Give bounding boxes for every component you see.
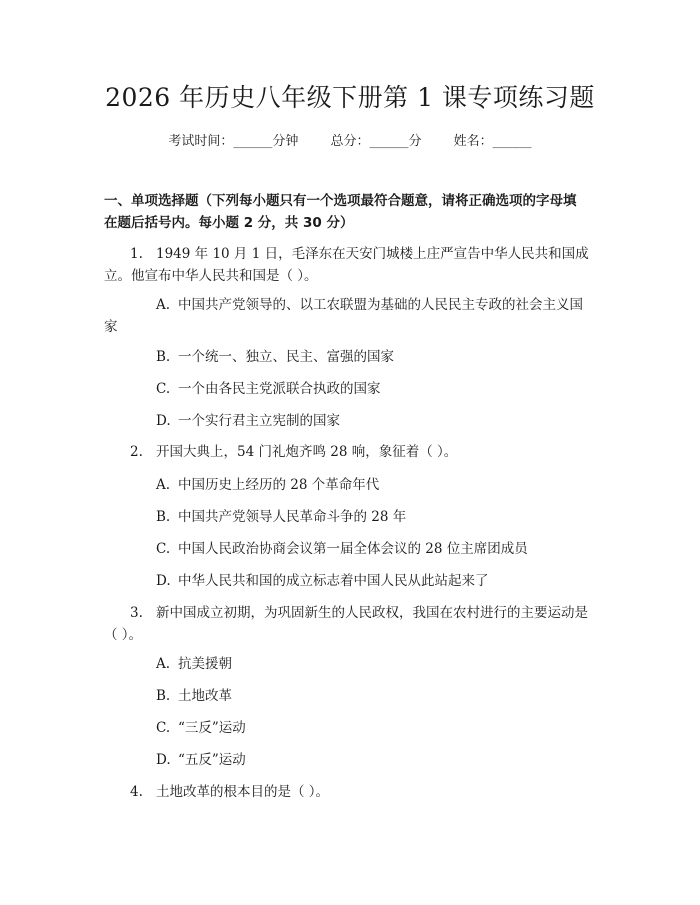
question-2-option-b [104, 506, 594, 528]
question-number: 3. [130, 605, 143, 621]
question-1-option-b [104, 346, 594, 368]
question-number: 1. [130, 246, 143, 262]
option-text: 中华人民共和国的成立标志着中国人民从此站起来了 [178, 573, 489, 589]
option-letter: A. [156, 477, 171, 493]
question-2-option-c [104, 538, 594, 560]
exam-time [168, 134, 298, 149]
option-letter: C. [156, 381, 171, 397]
section-heading-line1: 一、单项选择题（下列每小题只有一个选项最符合题意，请将正确选项的字母填 [104, 193, 577, 209]
score-label: 总分： [330, 134, 370, 149]
option-letter: D. [156, 573, 171, 589]
option-letter: D. [156, 413, 171, 429]
option-text: 中国人民政治协商会议第一届全体会议的 28 位主席团成员 [178, 541, 528, 557]
option-text: 一个实行君主立宪制的国家 [178, 413, 340, 429]
question-1-option-c [104, 378, 594, 400]
exam-name [454, 134, 532, 149]
exam-meta [0, 132, 700, 152]
option-letter: D. [156, 752, 171, 768]
question-3-option-b [104, 685, 594, 707]
name-label: 姓名： [453, 134, 493, 149]
option-letter: C. [156, 720, 171, 736]
name-blank: ______ [492, 134, 532, 149]
option-letter: B. [156, 688, 171, 704]
question-text-line1: 土地改革的根本目的是（ ）。 [156, 784, 330, 800]
question-text-line1: 开国大典上，54 门礼炮齐鸣 28 响，象征着（ ）。 [156, 444, 458, 460]
question-text-line1: 新中国成立初期，为巩固新生的人民政权，我国在农村进行的主要运动是 [156, 605, 588, 621]
exam-score [330, 134, 421, 149]
question-3-option-c [104, 717, 594, 739]
option-text: 中国共产党领导人民革命斗争的 28 年 [178, 509, 407, 525]
time-label: 考试时间： [168, 134, 234, 149]
option-letter: C. [156, 541, 171, 557]
question-number: 4. [130, 784, 143, 800]
time-unit: 分钟 [272, 134, 299, 149]
option-text: 抗美援朝 [178, 656, 232, 672]
question-number: 2. [130, 444, 143, 460]
question-2 [104, 441, 594, 463]
option-text: “三反”运动 [178, 720, 246, 736]
question-4 [104, 781, 594, 803]
option-text: 一个由各民主党派联合执政的国家 [178, 381, 381, 397]
question-1-option-d [104, 410, 594, 432]
question-text-line2: （ ）。 [104, 627, 143, 643]
score-unit: 分 [408, 134, 422, 149]
option-text: 土地改革 [178, 688, 232, 704]
question-2-option-a [104, 474, 594, 496]
option-letter: A. [156, 656, 171, 672]
question-text-line1: 1949 年 10 月 1 日，毛泽东在天安门城楼上庄严宣告中华人民共和国成 [156, 246, 589, 262]
option-text: 一个统一、独立、民主、富强的国家 [178, 349, 394, 365]
time-blank: ______ [233, 134, 273, 149]
question-text-line2: 立。他宣布中华人民共和国是（ ）。 [104, 268, 318, 284]
question-3-option-d [104, 749, 594, 771]
option-text: 中国共产党领导的、以工农联盟为基础的人民民主专政的社会主义国 [178, 297, 583, 313]
option-letter: A. [156, 297, 171, 313]
question-3 [104, 602, 594, 646]
page-title: 2026 年历史八年级下册第 1 课专项练习题 [105, 83, 595, 112]
score-blank: ______ [369, 134, 409, 149]
question-1 [104, 243, 594, 287]
section-heading-line2: 在题后括号内。每小题 2 分，共 30 分） [104, 215, 354, 231]
option-letter: B. [156, 509, 171, 525]
question-3-option-a [104, 653, 594, 675]
question-2-option-d [104, 570, 594, 592]
option-letter: B. [156, 349, 171, 365]
section-heading [104, 190, 594, 234]
option-text: 中国历史上经历的 28 个革命年代 [178, 477, 380, 493]
question-1-option-a [104, 294, 594, 338]
option-text-cont: 家 [104, 319, 118, 335]
option-text: “五反”运动 [178, 752, 246, 768]
